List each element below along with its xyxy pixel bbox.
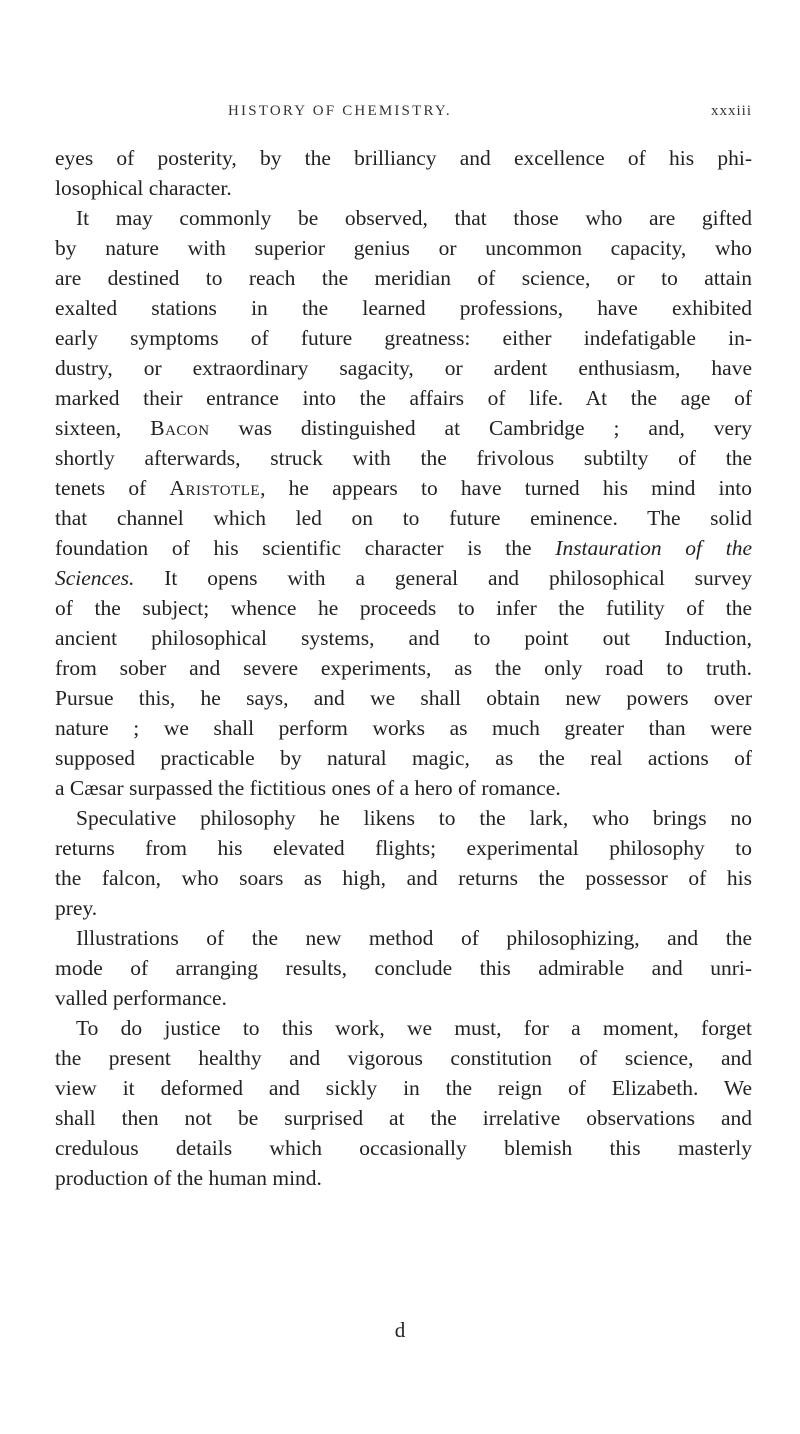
text-line: [55, 863, 752, 893]
text-run: losophical character.: [55, 176, 232, 200]
text-run: production of the human mind.: [55, 1166, 322, 1190]
text-run: It may commonly be observed, that those who are gifted: [76, 206, 752, 230]
text-line: [55, 1103, 752, 1133]
text-run: of the subject; whence he proceeds to infer the futility of the: [55, 596, 752, 620]
text-line: [55, 713, 752, 743]
text-line: [76, 803, 752, 833]
page-number: xxxiii: [710, 103, 752, 119]
text-line: [55, 743, 752, 773]
text-run: Pursue this, he says, and we shall obtain new powers over: [55, 686, 752, 710]
text-line: [55, 833, 752, 863]
text-line: [55, 233, 752, 263]
text-line: [55, 533, 752, 563]
text-run: from sober and severe experiments, as the only road to truth.: [55, 656, 752, 680]
text-run: shall then not be surprised at the irrelative observations and: [55, 1106, 752, 1130]
italic-title: Sciences.: [55, 566, 135, 590]
text-run: nature ; we shall perform works as much greater than were: [55, 716, 752, 740]
text-line: [55, 1133, 752, 1163]
text-line: [55, 1163, 752, 1193]
text-line: [55, 143, 752, 173]
text-run: eyes of posterity, by the brilliancy and excellence of his phi-: [55, 146, 752, 170]
text-line: [55, 413, 752, 443]
text-line: [55, 443, 752, 473]
proper-name: Bacon: [150, 416, 210, 440]
text-run: marked their entrance into the affairs of life. At the age of: [55, 386, 752, 410]
text-line: [55, 263, 752, 293]
text-line: [55, 593, 752, 623]
text-line: [76, 1013, 752, 1043]
text-line: [55, 473, 752, 503]
text-line: [55, 293, 752, 323]
text-line: [55, 983, 752, 1013]
text-line: [55, 173, 752, 203]
text-line: [55, 323, 752, 353]
text-run: returns from his elevated flights; experimental philosophy to: [55, 836, 752, 860]
text-line: [55, 353, 752, 383]
text-run: ancient philosophical systems, and to point out Induction,: [55, 626, 752, 650]
text-run: that channel which led on to future eminence. The solid: [55, 506, 752, 530]
signature-mark: d: [394, 1318, 406, 1342]
text-run: mode of arranging results, conclude this admirable and unri-: [55, 956, 752, 980]
text-run: , he appears to have turned his mind into: [260, 476, 752, 500]
text-run: are destined to reach the meridian of science, or to attain: [55, 266, 752, 290]
text-line: [55, 893, 752, 923]
text-run: credulous details which occasionally blemish this masterly: [55, 1136, 752, 1160]
text-run: Illustrations of the new method of philosophizing, and the: [76, 926, 752, 950]
text-run: To do justice to this work, we must, for a moment, forget: [76, 1016, 752, 1040]
text-line: [55, 773, 752, 803]
text-line: [55, 623, 752, 653]
text-run: prey.: [55, 896, 98, 920]
text-run: was distinguished at Cambridge ; and, very: [209, 416, 752, 440]
text-line: [55, 383, 752, 413]
text-line: [55, 953, 752, 983]
text-run: view it deformed and sickly in the reign of Elizabeth. We: [55, 1076, 752, 1100]
text-line: [55, 563, 752, 593]
text-run: exalted stations in the learned professions, have exhibited: [55, 296, 752, 320]
text-run: a Cæsar surpassed the fictitious ones of a hero of romance.: [55, 776, 561, 800]
text-run: the falcon, who soars as high, and returns the possessor of his: [55, 866, 752, 890]
text-run: It opens with a general and philosophical survey: [134, 566, 752, 590]
text-run: sixteen,: [55, 416, 151, 440]
text-line: [55, 1073, 752, 1103]
text-run: valled performance.: [55, 986, 227, 1010]
proper-name: Aristotle: [169, 476, 261, 500]
text-run: supposed practicable by natural magic, as the real actions of: [55, 746, 752, 770]
text-run: by nature with superior genius or uncommon capacity, who: [55, 236, 752, 260]
text-run: early symptoms of future greatness: either indefatigable in-: [55, 326, 752, 350]
text-run: Speculative philosophy he likens to the lark, who brings no: [76, 806, 752, 830]
running-title: HISTORY OF CHEMISTRY.: [228, 103, 452, 119]
text-line: [55, 683, 752, 713]
text-line: [55, 1043, 752, 1073]
text-line: [76, 203, 752, 233]
text-run: shortly afterwards, struck with the frivolous subtilty of the: [55, 446, 752, 470]
text-run: foundation of his scientific character is the: [55, 536, 556, 560]
text-line: [55, 653, 752, 683]
text-run: dustry, or extraordinary sagacity, or ardent enthusiasm, have: [55, 356, 752, 380]
text-run: the present healthy and vigorous constitution of science, and: [55, 1046, 752, 1070]
text-run: tenets of: [55, 476, 170, 500]
text-line: [76, 923, 752, 953]
italic-title: Instauration of the: [555, 536, 753, 560]
text-line: [55, 503, 752, 533]
